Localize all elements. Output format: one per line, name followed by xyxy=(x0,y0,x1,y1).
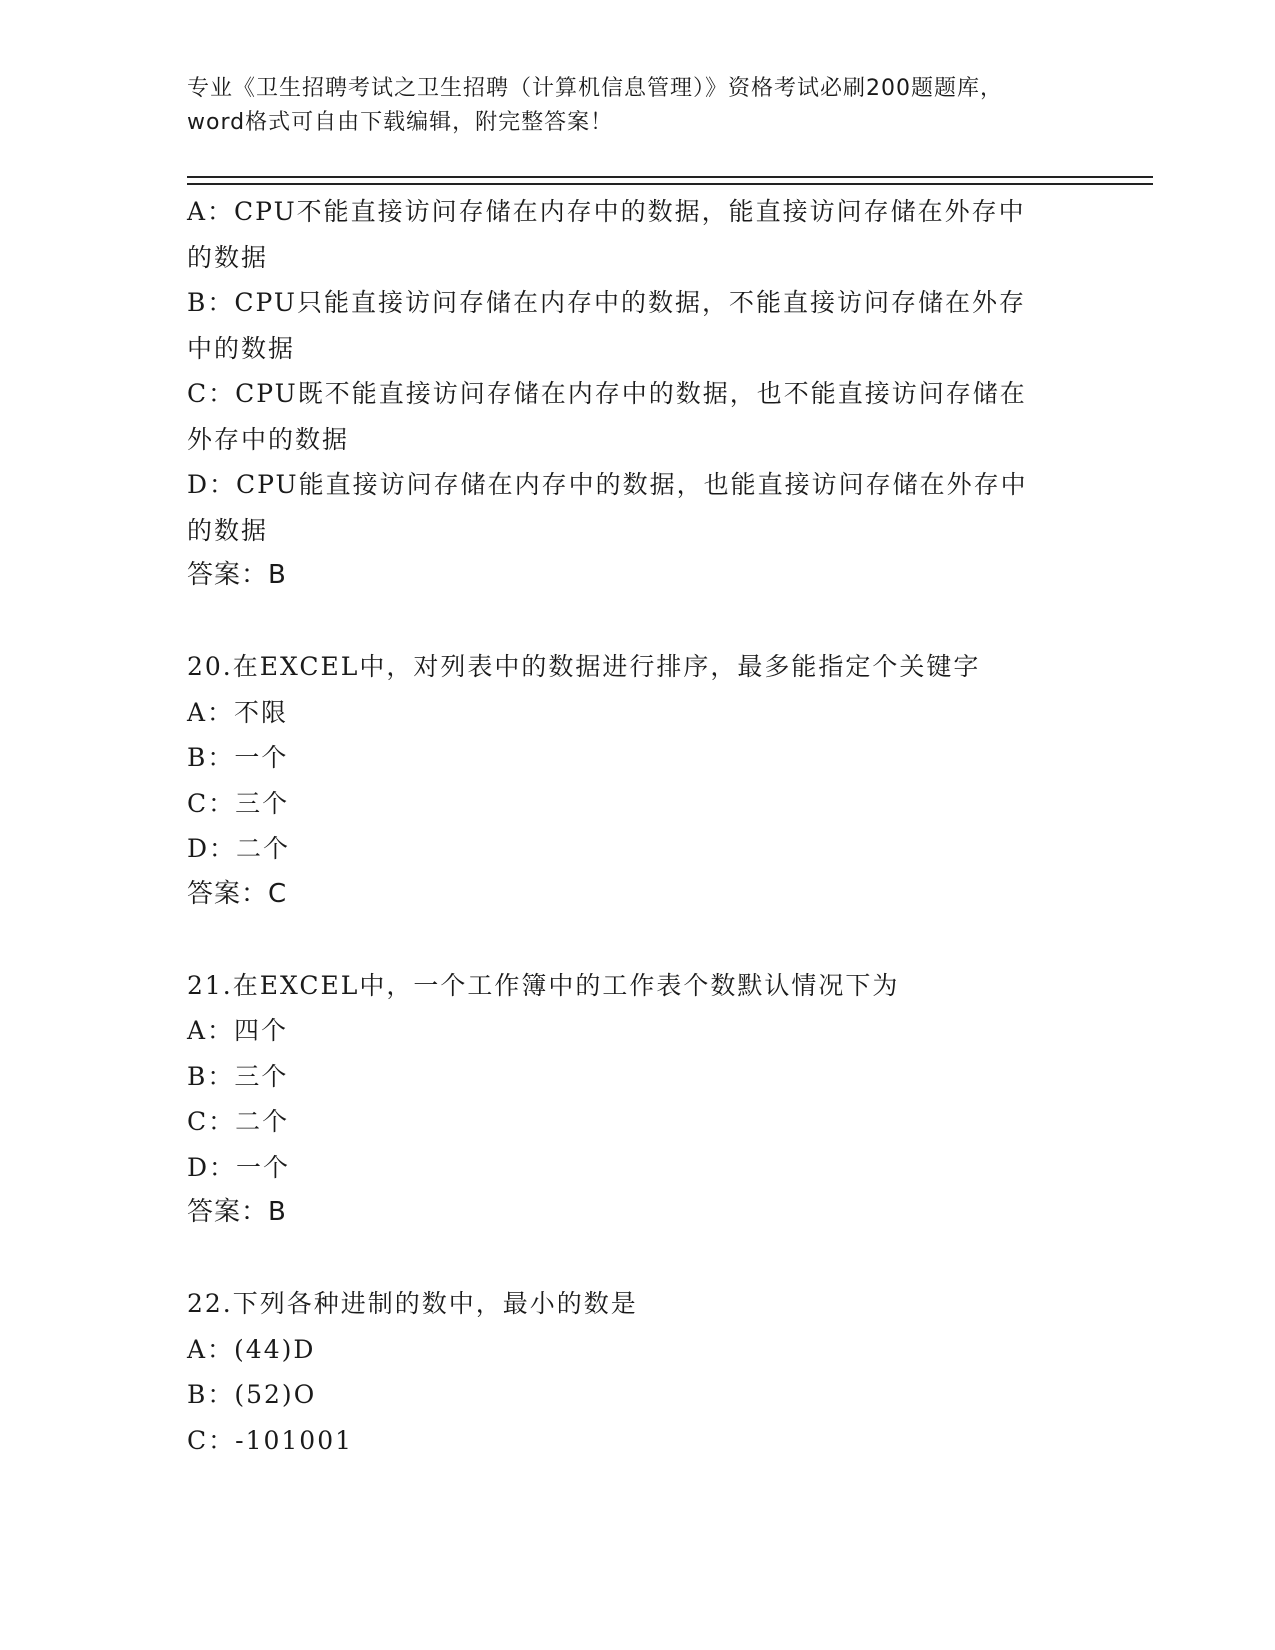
q20-question-text: 20.在EXCEL中，对列表中的数据进行排序，最多能指定个关键字 xyxy=(187,652,981,681)
q21-answer: 答案：B xyxy=(187,1197,287,1227)
q20-option-d: D：二个 xyxy=(187,834,291,863)
spacer xyxy=(187,599,1087,645)
q19-option-a-line-2: 的数据 xyxy=(187,242,269,272)
question-19 xyxy=(187,189,1087,599)
question-content xyxy=(187,189,1087,1463)
header-line-1: 专业《卫生招聘考试之卫生招聘（计算机信息管理）》资格考试必刷200题题库， xyxy=(187,76,1003,101)
q19-option-d-line-1: D：CPU能直接访问存储在内存中的数据，也能直接访问存储在外存中 xyxy=(187,470,1028,499)
q20-option-b: B：一个 xyxy=(187,743,289,772)
q21-option-b: B：三个 xyxy=(187,1061,289,1091)
document-header xyxy=(187,72,1087,140)
spacer xyxy=(187,917,1087,963)
q20-option-c: C：三个 xyxy=(187,788,290,818)
q21-question-text: 21.在EXCEL中，一个工作簿中的工作表个数默认情况下为 xyxy=(187,970,900,1000)
q19-option-c-line-1: C：CPU既不能直接访问存储在内存中的数据，也不能直接访问存储在 xyxy=(187,379,1027,408)
q21-option-d: D：一个 xyxy=(187,1152,291,1182)
q19-option-d-line-2: 的数据 xyxy=(187,515,269,545)
header-rule-bottom xyxy=(187,183,1153,185)
q20-option-a: A：不限 xyxy=(187,697,289,727)
q22-option-a: A：(44)D xyxy=(187,1334,316,1364)
q22-option-c: C：-101001 xyxy=(187,1425,354,1455)
header-rule-top xyxy=(187,176,1153,178)
q19-option-a-line-1: A：CPU不能直接访问存储在内存中的数据，能直接访问存储在外存中 xyxy=(187,197,1026,226)
q19-option-b-line-1: B：CPU只能直接访问存储在内存中的数据，不能直接访问存储在外存 xyxy=(187,288,1026,317)
q22-question-text: 22.下列各种进制的数中，最小的数是 xyxy=(187,1289,638,1318)
question-21 xyxy=(187,963,1087,1236)
q21-option-a: A：四个 xyxy=(187,1016,289,1045)
q20-answer: 答案：C xyxy=(187,878,288,909)
q21-option-c: C：二个 xyxy=(187,1107,290,1136)
question-22 xyxy=(187,1281,1087,1463)
q19-answer: 答案：B xyxy=(187,560,287,590)
header-line-2: word格式可自由下载编辑，附完整答案！ xyxy=(187,110,614,135)
q19-option-b-line-2: 中的数据 xyxy=(187,333,296,363)
q22-option-b: B：(52)O xyxy=(187,1380,317,1409)
q19-option-c-line-2: 外存中的数据 xyxy=(187,424,350,454)
spacer xyxy=(187,1236,1087,1282)
question-20 xyxy=(187,644,1087,917)
